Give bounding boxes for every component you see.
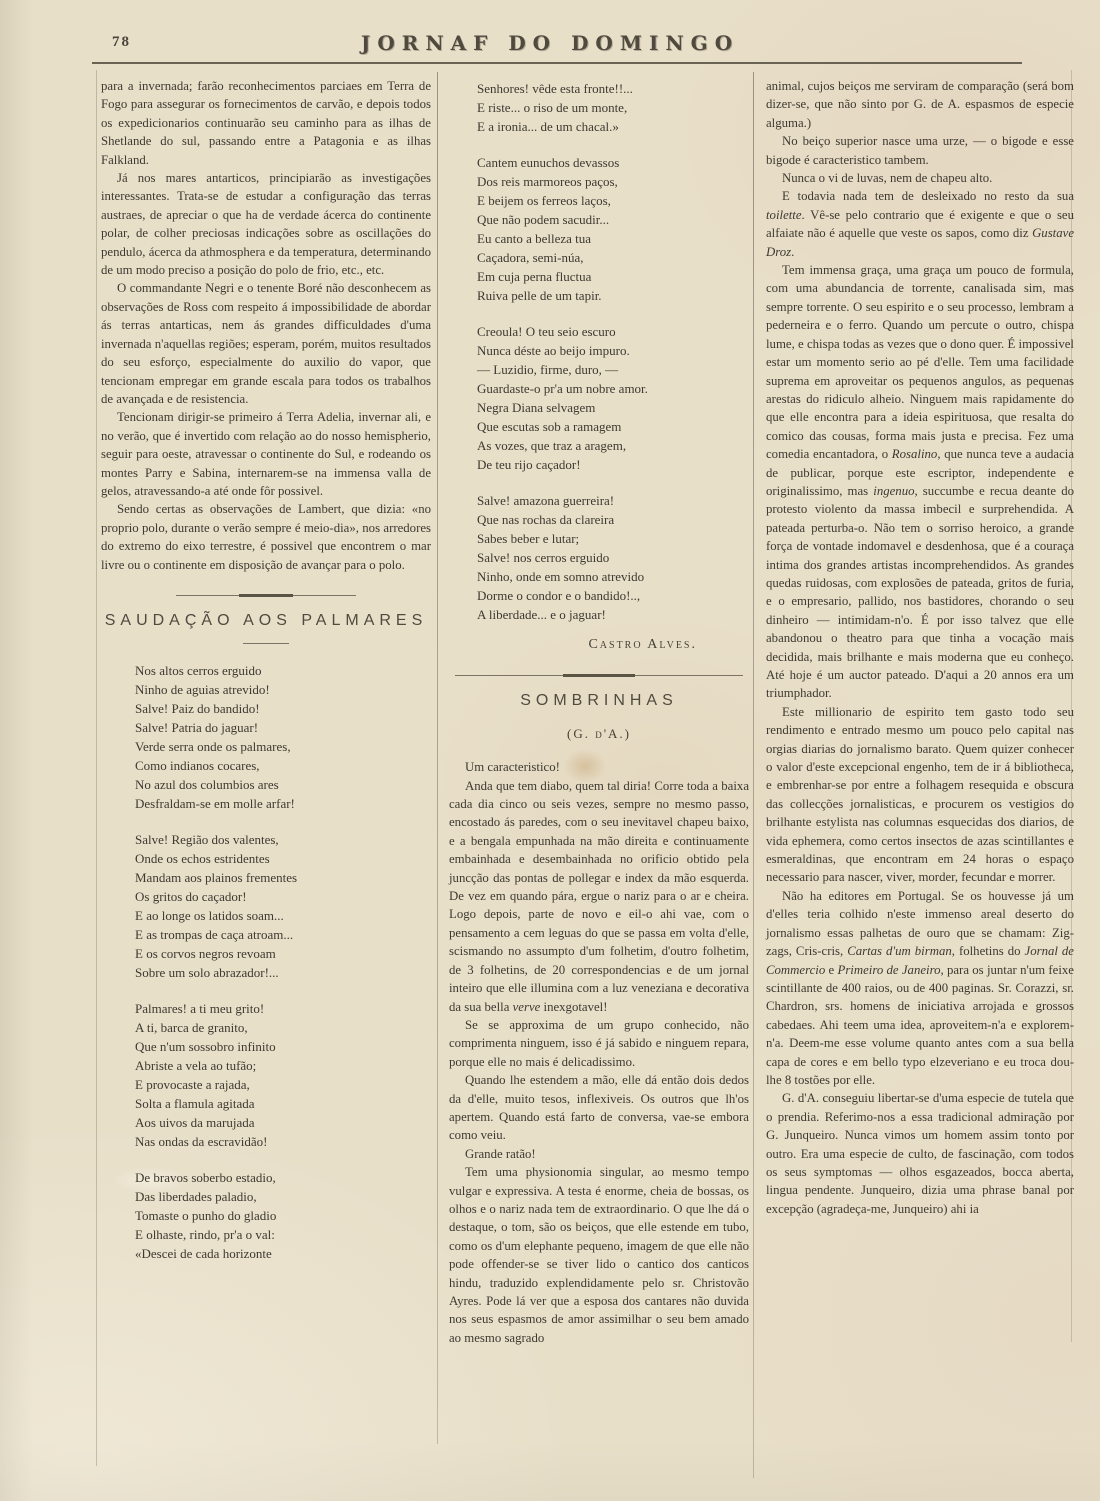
- poem-stanza: [101, 1168, 431, 1263]
- poem-stanza: [449, 322, 749, 474]
- poem-line: As vozes, que traz a aragem,: [477, 438, 627, 453]
- poem-line: E as trompas de caça atroam...: [135, 927, 294, 943]
- column-1: [101, 77, 431, 1263]
- divider-rule: [455, 675, 743, 676]
- column-divider-1: [437, 72, 438, 1444]
- poem-stanza: [449, 79, 749, 136]
- poem-stanza: [101, 661, 431, 813]
- poem-line: De bravos soberbo estadio,: [135, 1170, 276, 1186]
- poem-line: Sabes beber e lutar;: [477, 531, 580, 546]
- poem-line: Caçadora, semi-núa,: [477, 250, 584, 265]
- poem-line: No azul dos columbios ares: [135, 777, 279, 793]
- poem-stanza: [101, 830, 431, 982]
- poem-line: Ruiva pelle de um tapir.: [477, 288, 602, 303]
- poem-line: E riste... o riso de um monte,: [477, 100, 628, 115]
- poem-line: A ti, barca de granito,: [135, 1020, 248, 1036]
- poem-stanza: [449, 491, 749, 624]
- poem-line: Eu canto a belleza tua: [477, 231, 592, 246]
- poem-line: Guardaste-o pr'a um nobre amor.: [477, 381, 648, 396]
- poem-line: Ninho, onde em somno atrevido: [477, 569, 645, 584]
- paragraph: Já nos mares antarticos, principiarão as investigações interessantes. Trata-se de estudar a configuração das terras austraes, de apreciar o que ha de verdade ácerca do continente polar, de colher preciosas indicações sobre as oscillações do pendulo, ácerca da athmosphera e da temperatura, determinando de um modo preciso a posição do polo de frio, etc., etc.: [101, 171, 431, 278]
- divider-rule: [243, 643, 289, 644]
- paragraph: animal, cujos beiços me serviram de comparação (será bom dizer-se, que não sinto por G. de A. espasmos de especie alguma.): [766, 79, 1074, 130]
- poem-line: Cantem eunuchos devassos: [477, 155, 620, 170]
- section-subtitle: (G. d'A.): [566, 725, 632, 741]
- poem-line: — Luzidio, firme, duro, —: [477, 362, 619, 377]
- paragraph: Tencionam dirigir-se primeiro á Terra Adelia, invernar ali, e no verão, que é invertido com relação ao do nosso hemispherio, seguir para oeste, atravessar o continente do Sul, e rodeando os montes Parry e Sabina, internarem-se na immensa valla de gelos, atravessando-a até onde fôr possivel.: [101, 410, 431, 498]
- poem-line: Nas ondas da escravidão!: [135, 1134, 268, 1150]
- paragraph: E todavia nada tem de desleixado no resto da sua toilette. Vê-se pelo contrario que é exigente e que o seu alfaiate não é aquelle que veste os sapos, como diz Gustave Droz.: [766, 189, 1074, 259]
- poem-stanza: [101, 999, 431, 1151]
- paragraph: Não ha editores em Portugal. Se os houvesse já um d'elles teria colhido n'este immenso areal deserto do jornalismo essas palhetas de ouro que se chamam: Zig-zags, Cris-cris, Cartas d'um birman, folhetins do Jornal de Commercio e Primeiro de Janeiro, para os juntar n'um feixe scintillante de 400 raios, ou de 400 paginas. Sr. Corazzi, sr. Chardron, srs. homens de iniciativa arrojada e grossos cabedaes. Ahi teem uma idea, aproveitem-n'a e explorem-n'a. Deem-me esse volume quanto antes com a sua bella capa de cores e em bello typo elzeveriano e eu troca dou-lhe 8 tostões por elle.: [766, 888, 1074, 1087]
- poem-line: E a ironia... de um chacal.»: [477, 119, 619, 134]
- poem-line: Verde serra onde os palmares,: [135, 739, 291, 755]
- poem-line: Negra Diana selvagem: [477, 400, 596, 415]
- poem-line: Aos uivos da marujada: [135, 1115, 255, 1131]
- column-3: [766, 77, 1074, 1218]
- paragraph: No beiço superior nasce uma urze, — o bigode e esse bigode é caracteristico tambem.: [766, 134, 1074, 167]
- column-2: [449, 77, 749, 1347]
- poem-line: De teu rijo caçador!: [477, 457, 581, 472]
- paragraph: Este millionario de espirito tem gasto todo seu rendimento e entrado mesmo um pouco pelo capital nas orgias diarias do jornalismo barato. Quem quizer conhecer o valor d'este excepcional engenho, tem de ir á bibliotheca, e embrenhar-se por entre a folhagem resequida e obscura das collecções jornalisticas, e procurem os vestigios do brilhante estylista nas columnas esquecidas dos diarios, de vida ephemera, como certos insectos de azas scintillantes e esmeraldinas, que encontram em 24 horas o espaço necessario para nascer, viver, morder, fecundar e morrer.: [766, 704, 1074, 885]
- poem-line: Que escutas sob a ramagem: [477, 419, 622, 434]
- poem-line: Das liberdades paladio,: [135, 1189, 257, 1205]
- masthead-title: JORNAF DO DOMINGO: [360, 31, 740, 55]
- poem-line: Tomaste o punho do gladio: [135, 1208, 277, 1224]
- poem-line: Desfraldam-se em molle arfar!: [135, 796, 295, 812]
- poem-line: E olhaste, rindo, pr'a o val:: [135, 1227, 275, 1243]
- divider-rule: [176, 595, 356, 596]
- paragraph: Sendo certas as observações de Lambert, que dizia: «no proprio polo, durante o verão sempre é meio-dia», nos arredores do extremo do eixo terrestre, é possivel que encontrem o mar livre ou o continente em disposição de avançar para o polo.: [101, 502, 431, 572]
- poem-line: Dos reis marmoreos paços,: [477, 174, 618, 189]
- paragraph: Tem immensa graça, uma graça um pouco de formula, com uma abundancia de torrente, canalisada sim, mas sempre torrente. O seu espirito e o seu processo, lembram a pederneira e o ferro. Quando um percute o outro, chispa lume, e chispa todas as vezes que o dono quer. É impossivel estar um momento serio ao pé d'elle. Tem uma facilidade suprema em aproveitar os pequenos angulos, as pequenas arestas do ridiculo alheio. Ninguem mais rapidamente do que elle encontra para a ideia espirituosa, que resalta do comico das cousas, forma mais justa e precisa. Fez uma comedia encantadora, o Rosalino, que nunca teve a audacia de publicar, porque este escriptor, independente e originalissimo, mas ingenuo, succumbe e recua deante do protesto violento da massa imbecil e surprehendida. A pateada perturba-o. Não tem o sorriso heroico, a grande força de vontade indomavel e desdenhosa, que é a couraça intima dos grandes artistas incomprehendidos. As grandes quedas ruidosas, com explosões de pateada, gritos de furia, e o empresario, pallido, nos bastidores, chorando o seu dinheiro — intimidam-n'o. É por isso talvez que elle abandonou o theatro para que tinha a vocação mais decidida, mais brilhante e mais moderna que eu conheço. Até hoje é um auctor pateado. D'aqui a 20 annos era um triumphador.: [766, 263, 1074, 701]
- column-divider-2: [753, 72, 754, 1478]
- poem-line: Salve! nos cerros erguido: [477, 550, 610, 565]
- paragraph: Quando lhe estendem a mão, elle dá então dois dedos da d'elle, muito tesos, inflexiveis. Os outros que lh'os apertem. Quando está farto de conversa, vae-se embora como veiu.: [449, 1073, 749, 1143]
- poem-line: Abriste a vela ao tufão;: [135, 1058, 257, 1074]
- poem-line: Que n'um sossobro infinito: [135, 1039, 276, 1055]
- poem-line: Os gritos do caçador!: [135, 889, 247, 905]
- page-number: 78: [112, 34, 131, 50]
- author-signature: Castro Alves.: [588, 637, 697, 652]
- poem-line: Salve! Patria do jaguar!: [135, 720, 259, 736]
- paragraph: Um caracteristico!: [465, 760, 560, 775]
- paragraph: Se se approxima de um grupo conhecido, não comprimenta ninguem, isso é já sabido e ninguem repara, porque elle no mais é delicadissimo.: [449, 1017, 749, 1069]
- poem-line: Nos altos cerros erguido: [135, 663, 262, 679]
- page-edge-line-left: [96, 70, 97, 1466]
- poem-line: Mandam aos plainos frementes: [135, 870, 298, 886]
- poem-line: E provocaste a rajada,: [135, 1077, 250, 1093]
- section-heading: SOMBRINHAS: [520, 692, 678, 710]
- header-rule: [92, 62, 1022, 64]
- poem-line: Onde os echos estridentes: [135, 851, 270, 867]
- poem-line: Como indianos cocares,: [135, 758, 260, 774]
- poem-line: Salve! Região dos valentes,: [135, 832, 279, 848]
- paragraph: Anda que tem diabo, quem tal diria! Corre toda a baixa cada dia cinco ou seis vezes, sempre no mesmo passo, encostado ás paredes, com o seu inevitavel chapeu baixo, e a bengala empunhada na mão direita e continuamente embainhada e desembainhada no orificio obtido pela juncção das pontas de pollegar e index da mão esquerda. De vez em quando pára, ergue o nariz para o ar e cheira. Logo depois, parte de novo e eil-o ahi vae, com o pensamento a cem leguas do que se passa em volta d'elle, scismando no assumpto d'um folhetim, d'outro folhetim, de 3 folhetins, de 20 correspondencias e de um jornal inteiro que elle illumina com a luz veneziana e decorativa da sua bella verve inexgotavel!: [449, 778, 749, 1014]
- poem-stanza: [449, 153, 749, 305]
- paragraph: Tem uma physionomia singular, ao mesmo tempo vulgar e expressiva. A testa é enorme, cheia de bossas, os olhos e o nariz nada tem de extraordinario. O que lhe dá o destaque, o tom, são os beiços, que elle estende em tubo, como os d'um elephante pequeno, imagem de que elle não pode offender-se se tiver lido o cantico dos canticos hindu, traduzido explendidamente pelo sr. Christovão Ayres. Pode lá ver que a esposa dos cantares não duvida nos seus espasmos de amor assimilhar o seu bem amado ao mesmo sagrado: [449, 1165, 749, 1345]
- poem-line: «Descei de cada horizonte: [135, 1246, 272, 1262]
- poem-line: Salve! Paiz do bandido!: [135, 701, 260, 717]
- poem-line: Solta a flamula agitada: [135, 1096, 255, 1112]
- paragraph: Nunca o vi de luvas, nem de chapeu alto.: [782, 171, 993, 186]
- poem-line: Nunca déste ao beijo impuro.: [477, 343, 630, 358]
- poem-line: E ao longe os latidos soam...: [135, 908, 284, 924]
- poem-line: Salve! amazona guerreira!: [477, 493, 615, 508]
- paragraph: Grande ratão!: [465, 1146, 536, 1161]
- poem-line: A liberdade... e o jaguar!: [477, 607, 606, 622]
- section-heading: SAUDAÇÃO AOS PALMARES: [104, 611, 428, 629]
- poem-line: Creoula! O teu seio escuro: [477, 324, 616, 339]
- poem-line: Dorme o condor e o bandido!..,: [477, 588, 641, 603]
- paragraph: G. d'A. conseguiu libertar-se d'uma especie de tutela que o prendia. Referimo-nos a essa tradicional admiração por G. Junqueiro. Nunca vimos um homem assim tonto por outro. Era uma especie de culto, de fascinação, com todos os seus symptomas — olhos esgazeados, bocca aberta, lingua pendente. Junqueiro, dizia uma phrase banal por excepção (agradeça-me, Junqueiro) ahi ia: [766, 1091, 1074, 1216]
- poem-line: Ninho de aguias atrevido!: [135, 682, 270, 698]
- poem-line: E beijem os ferreos laços,: [477, 193, 611, 208]
- paragraph: O commandante Negri e o tenente Boré não desconhecem as observações de Ross com respeito á impossibilidade de abordar ás terras antarticas, nem ás grandes difficuldades d'uma invernada n'aquellas regiões; esperam, porém, muitos resultados do seu esforço, especialmente do auxilio do vapor, que tencionam empregar em grande escala para todos os trabalhos de avançada e de resistencia.: [101, 281, 431, 406]
- poem-line: Senhores! vêde esta fronte!!...: [477, 81, 633, 96]
- paragraph: para a invernada; farão reconhecimentos parciaes em Terra de Fogo para assegurar os fornecimentos de carvão, e depois todos os expedicionarios continuarão seu caminho para as ilhas de Shetlande do sul, passando entre a Patagonia e as ilhas Falkland.: [101, 79, 431, 167]
- poem-line: Em cuja perna fluctua: [477, 269, 592, 284]
- poem-line: Que não podem sacudir...: [477, 212, 610, 227]
- poem-line: E os corvos negros revoam: [135, 946, 276, 962]
- poem-line: Que nas rochas da clareira: [477, 512, 615, 527]
- poem-line: Sobre um solo abrazador!...: [135, 965, 279, 981]
- poem-line: Palmares! a ti meu grito!: [135, 1001, 265, 1017]
